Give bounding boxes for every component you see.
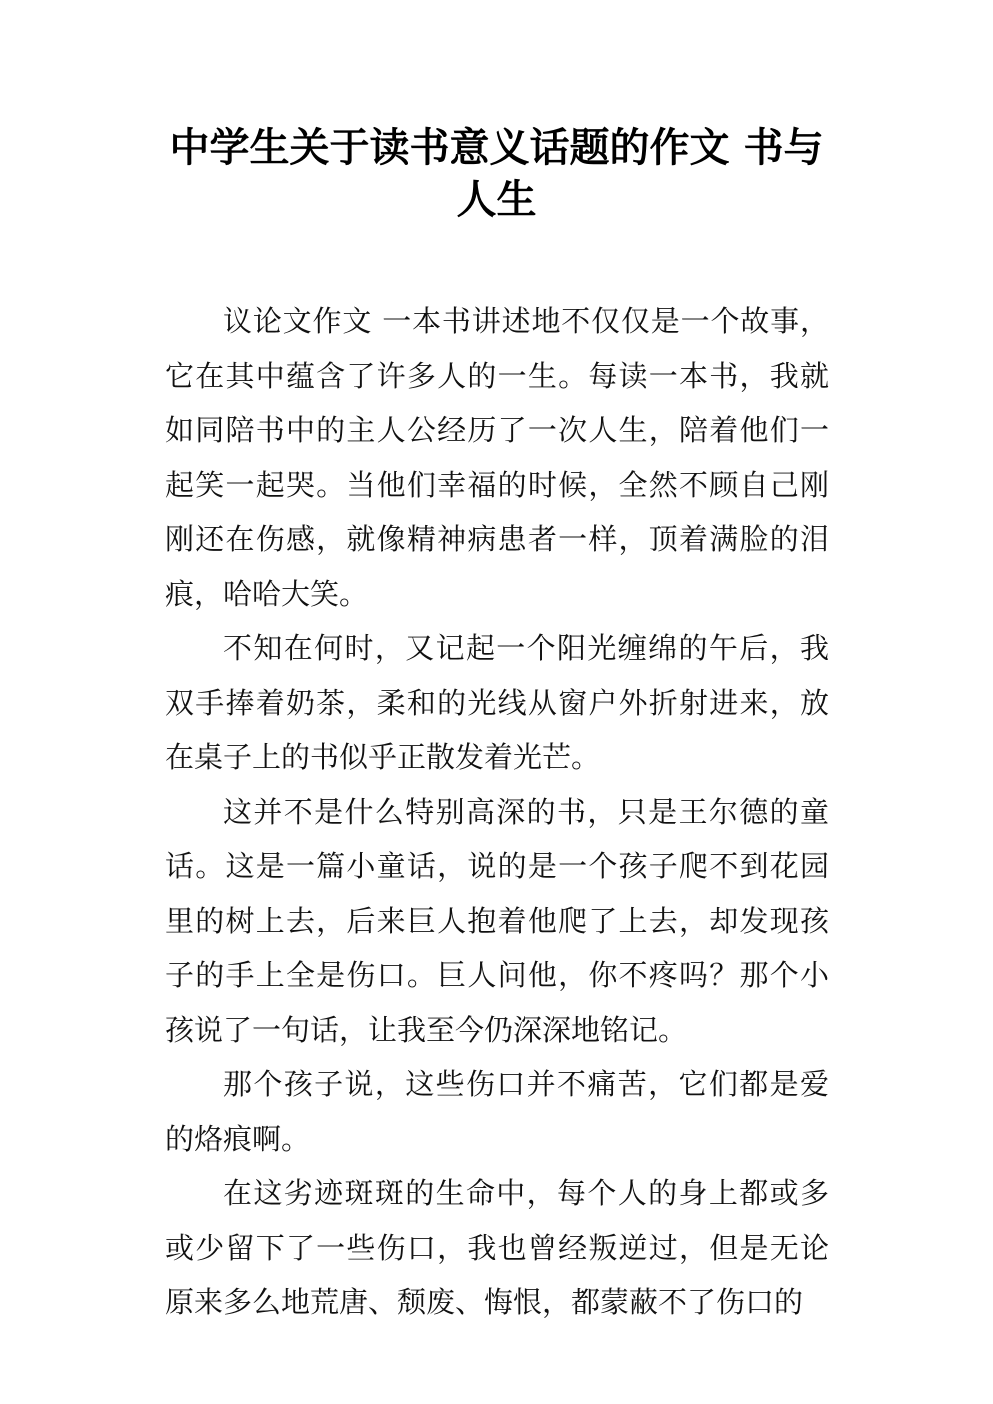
paragraph: 这并不是什么特别高深的书，只是王尔德的童话。这是一篇小童话，说的是一个孩子爬不到花园里的树上去，后来巨人抱着他爬了上去，却发现孩子的手上全是伤口。巨人问他，你不疼吗？那个小孩说了一句话，让我至今仍深深地铭记。	[165, 794, 829, 1047]
paragraph: 在这劣迹斑斑的生命中，每个人的身上都或多或少留下了一些伤口，我也曾经叛逆过，但是无论原来多么地荒唐、颓废、悔恨，都蒙蔽不了伤口的	[165, 1176, 829, 1319]
document-title	[160, 122, 833, 226]
title-line-2: 人生	[456, 177, 537, 223]
paragraph: 不知在何时，又记起一个阳光缠绵的午后，我双手捧着奶茶，柔和的光线从窗户外折射进来，放在桌子上的书似乎正散发着光芒。	[165, 631, 829, 774]
paragraph: 议论文作文 一本书讲述地不仅仅是一个故事，它在其中蕴含了许多人的一生。每读一本书，我就如同陪书中的主人公经历了一次人生，陪着他们一起笑一起哭。当他们幸福的时候，全然不顾自己刚刚还在伤感，就像精神病患者一样，顶着满脸的泪痕，哈哈大笑。	[165, 304, 829, 611]
paragraph: 那个孩子说，这些伤口并不痛苦，它们都是爱的烙痕啊。	[165, 1067, 829, 1156]
title-line-1: 中学生关于读书意义话题的作文 书与	[169, 125, 824, 171]
document-body	[165, 294, 829, 1330]
